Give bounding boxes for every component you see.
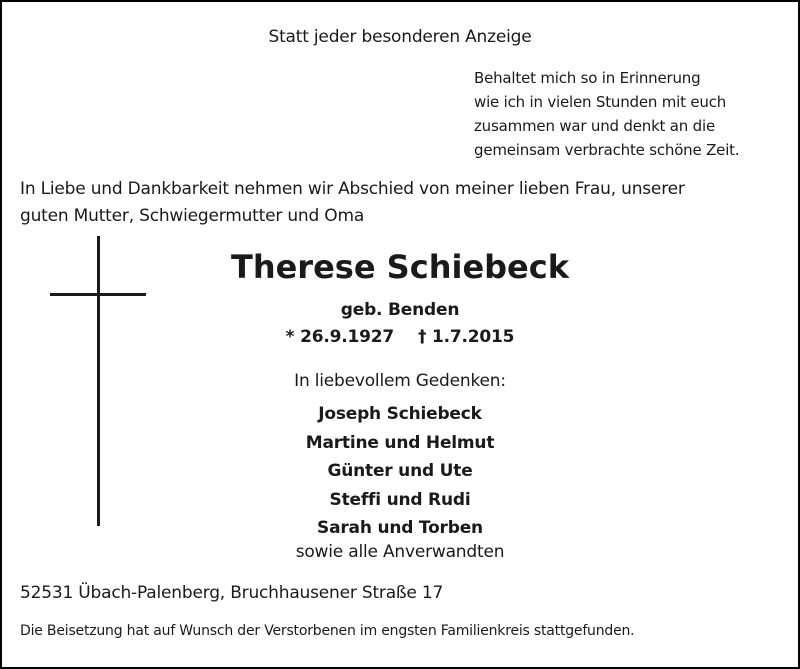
quote-line: Behaltet mich so in Erinnerung: [474, 69, 701, 87]
life-dates: [0, 327, 800, 347]
death-date: † 1.7.2015: [418, 327, 515, 347]
quote-line: zusammen war und denkt an die: [474, 117, 715, 135]
funeral-notice: Die Beisetzung hat auf Wunsch der Verstorbenen im engsten Familienkreis stattgefunden.: [20, 623, 635, 639]
relatives-line: sowie alle Anverwandten: [295, 542, 505, 562]
mourner-name: Joseph Schiebeck: [318, 404, 482, 424]
memorial-quote: [474, 66, 739, 162]
quote-line: wie ich in vielen Stunden mit euch: [474, 93, 727, 111]
deceased-name: Therese Schiebeck: [230, 248, 569, 286]
mourner-name: Martine und Helmut: [305, 432, 495, 453]
birth-name: geb. Benden: [340, 300, 460, 320]
cross-icon-beam: [50, 293, 146, 296]
intro-line: In Liebe und Dankbarkeit nehmen wir Abschied von meiner lieben Frau, unserer: [20, 179, 685, 199]
memory-line: In liebevollem Gedenken:: [294, 371, 506, 391]
mourner-name: Steffi und Rudi: [329, 489, 471, 510]
header-line: Statt jeder besonderen Anzeige: [268, 27, 532, 47]
intro-text: [20, 176, 685, 230]
address-line: 52531 Übach-Palenberg, Bruchhausener Straße 17: [20, 583, 444, 603]
intro-line: guten Mutter, Schwiegermutter und Oma: [20, 206, 365, 226]
quote-line: gemeinsam verbrachte schöne Zeit.: [474, 141, 740, 159]
birth-date: * 26.9.1927: [285, 327, 394, 347]
mourner-name: Sarah und Torben: [317, 518, 483, 538]
mourner-name: Günter und Ute: [327, 461, 473, 481]
mourners-list: [0, 400, 800, 543]
